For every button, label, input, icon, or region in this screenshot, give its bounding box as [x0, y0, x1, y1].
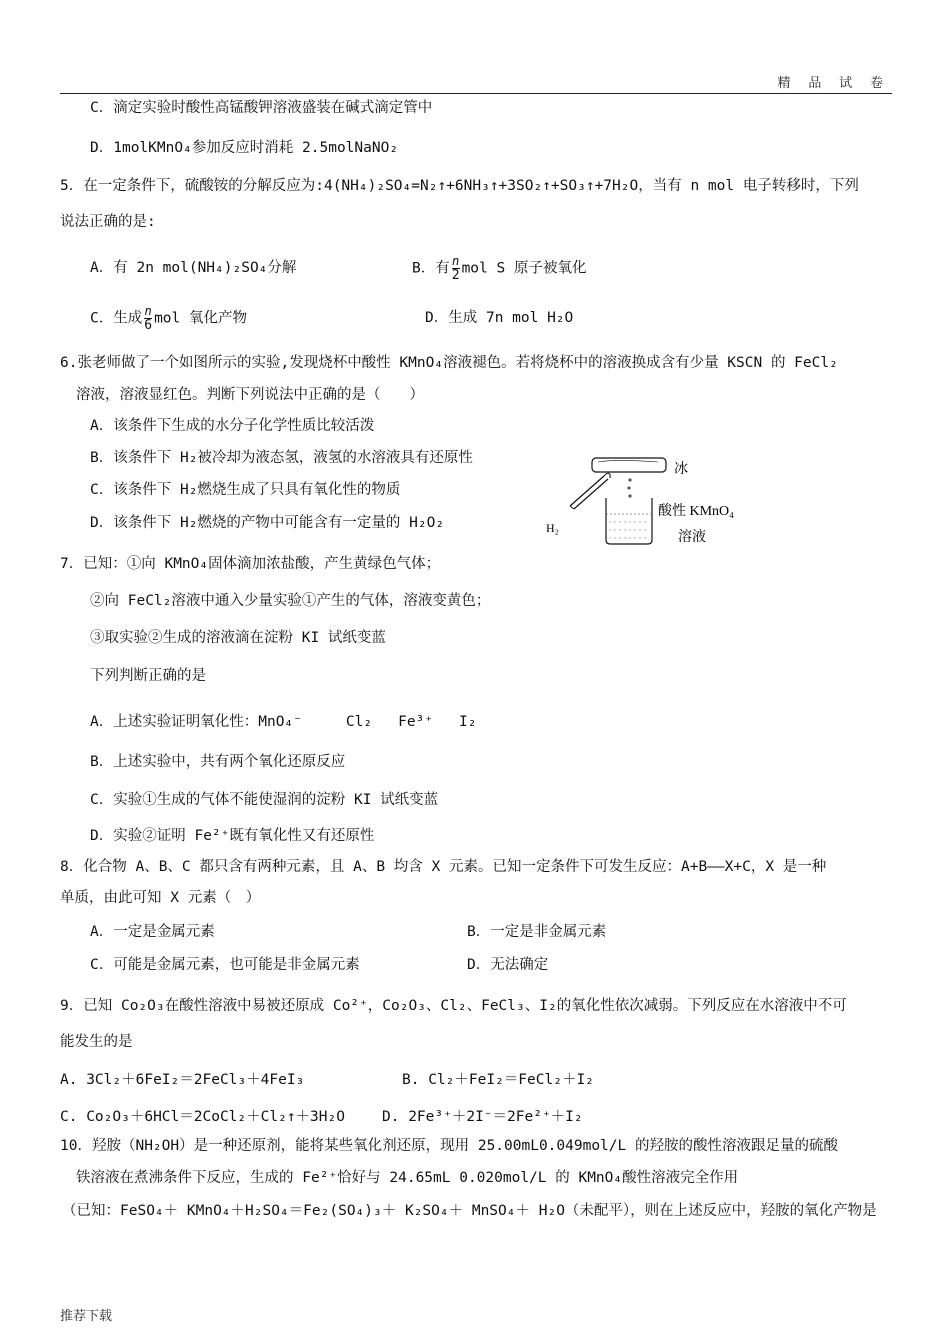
- q5-option-c-fraction: [144, 305, 152, 332]
- gas-tube-end: [570, 506, 574, 509]
- q6-option-a: A．该条件下生成的水分子化学性质比较活泼: [90, 418, 375, 434]
- q5-option-c-prefix: C．生成: [90, 310, 143, 327]
- q5-option-c: [90, 305, 247, 332]
- q9-option-c: C. Co₂O₃＋6HCl＝2CoCl₂＋Cl₂↑＋3H₂O: [60, 1109, 345, 1125]
- q8-option-d: D．无法确定: [467, 957, 549, 973]
- q7-question: 下列判断正确的是: [90, 668, 206, 684]
- fraction-denominator: 2: [451, 268, 460, 283]
- page-header: 精 品 试 卷: [777, 76, 888, 91]
- gas-tube-lower: [574, 479, 608, 509]
- fraction-numerator: n: [144, 304, 152, 318]
- q9-stem-line1: 9．已知 Co₂O₃在酸性溶液中易被还原成 Co²⁺，Co₂O₃、Cl₂、FeCl₃、I₂的氧化性依次减弱。下列反应在水溶液中不可: [60, 998, 847, 1014]
- beaker-icon: [606, 498, 652, 544]
- q6-stem-line2: 溶液，溶液显红色。判断下列说法中正确的是（ ）: [76, 387, 424, 403]
- q7-stem: 7．已知：①向 KMnO₄固体滴加浓盐酸，产生黄绿色气体；: [60, 556, 441, 572]
- q7-option-c: C．实验①生成的气体不能使湿润的淀粉 KI 试纸变蓝: [90, 792, 439, 808]
- q5-stem-line2: 说法正确的是:: [60, 214, 156, 230]
- ice-plate: [592, 458, 666, 472]
- q9-option-a: A. 3Cl₂＋6FeI₂＝2FeCl₃＋4FeI₃: [60, 1072, 305, 1088]
- q8-stem-line2: 单质，由此可知 X 元素（ ）: [60, 890, 261, 906]
- q9-option-d: D. 2Fe³⁺＋2I⁻＝2Fe²⁺＋I₂: [382, 1109, 583, 1125]
- label-ice: 冰: [674, 462, 688, 477]
- fraction-denominator: 6: [144, 318, 153, 333]
- q10-stem-line3: （已知：FeSO₄＋ KMnO₄＋H₂SO₄＝Fe₂(SO₄)₃＋ K₂SO₄＋ MnSO₄＋ H₂O（未配平），则在上述反应中，羟胺的氧化产物是: [62, 1203, 877, 1219]
- q7-ion-iodine: I₂: [459, 714, 477, 730]
- gas-tube-upper: [570, 476, 604, 506]
- q4-option-c: C．滴定实验时酸性高锰酸钾溶液盛装在碱式滴定管中: [90, 100, 433, 116]
- q9-option-b: B. Cl₂＋FeI₂＝FeCl₂＋I₂: [402, 1072, 594, 1088]
- q7-option-a-prefix: A．上述实验证明氧化性：MnO₄⁻: [90, 714, 302, 730]
- label-reagent: 酸性 KMnO₄: [658, 504, 735, 519]
- q7-ion-chlorine: Cl₂: [345, 714, 373, 730]
- q8-option-b: B．一定是非金属元素: [467, 924, 607, 940]
- header-rule: [60, 93, 892, 94]
- q7-statement-3: ③取实验②生成的溶液滴在淀粉 KI 试纸变蓝: [90, 630, 386, 646]
- q6-option-c: C．该条件下 H₂燃烧生成了只具有氧化性的物质: [90, 482, 401, 498]
- q7-option-d: D．实验②证明 Fe²⁺既有氧化性又有还原性: [90, 828, 375, 844]
- q8-stem-line1: 8．化合物 A、B、C 都只含有两种元素，且 A、B 均含 X 元素。已知一定条件下可发生反应：A+B——X+C，X 是一种: [60, 859, 827, 875]
- q5-option-b-prefix: B．有: [412, 260, 450, 277]
- droplet: [627, 486, 630, 489]
- q8-option-a: A．一定是金属元素: [90, 924, 215, 940]
- q5-option-d: D．生成 7n mol H₂O: [425, 310, 574, 326]
- q6-option-b: B．该条件下 H₂被冷却为液态氢，液氢的水溶液具有还原性: [90, 450, 473, 466]
- q5-option-c-suffix: mol 氧化产物: [154, 310, 247, 327]
- q7-option-b: B．上述实验中，共有两个氧化还原反应: [90, 754, 346, 770]
- label-hydrogen: H₂: [546, 521, 559, 535]
- q6-stem-line1: 6.张老师做了一个如图所示的实验,发现烧杯中酸性 KMnO₄溶液褪色。若将烧杯中的溶液换成含有少量 KSCN 的 FeCl₂: [60, 355, 838, 371]
- q5-option-b-fraction: [452, 255, 460, 282]
- q5-option-a: A．有 2n mol(NH₄)₂SO₄分解: [90, 260, 297, 276]
- q8-option-c: C．可能是金属元素，也可能是非金属元素: [90, 957, 360, 973]
- label-solution: 溶液: [678, 530, 706, 545]
- flame-icon: [604, 473, 610, 478]
- fraction-numerator: n: [452, 254, 460, 268]
- q4-option-d: D．1molKMnO₄参加反应时消耗 2.5molNaNO₂: [90, 140, 399, 156]
- q10-stem-line2: 铁溶液在煮沸条件下反应，生成的 Fe²⁺恰好与 24.65mL 0.020mol/L 的 KMnO₄酸性溶液完全作用: [76, 1170, 739, 1186]
- q5-option-b-suffix: mol S 原子被氧化: [461, 260, 587, 277]
- q6-option-d: D．该条件下 H₂燃烧的产物中可能含有一定量的 H₂O₂: [90, 515, 445, 531]
- q7-statement-2: ②向 FeCl₂溶液中通入少量实验①产生的气体，溶液变黄色；: [90, 593, 491, 609]
- q6-apparatus-figure: [540, 448, 770, 548]
- droplet: [628, 478, 631, 481]
- q10-stem-line1: 10．羟胺（NH₂OH）是一种还原剂，能将某些氧化剂还原，现用 25.00mL0.049mol/L 的羟胺的酸性溶液跟足量的硫酸: [60, 1138, 838, 1154]
- q9-stem-line2: 能发生的是: [60, 1034, 133, 1050]
- droplet: [628, 494, 631, 497]
- q7-ion-ferric: Fe³⁺: [398, 714, 434, 730]
- q5-option-b: [412, 255, 586, 282]
- q5-stem-line1: 5．在一定条件下，硫酸铵的分解反应为:4(NH₄)₂SO₄=N₂↑+6NH₃↑+3SO₂↑+SO₃↑+7H₂O，当有 n mol 电子转移时，下列: [60, 178, 859, 194]
- page-footer: 推荐下载: [60, 1309, 113, 1324]
- q7-option-a: [90, 712, 476, 732]
